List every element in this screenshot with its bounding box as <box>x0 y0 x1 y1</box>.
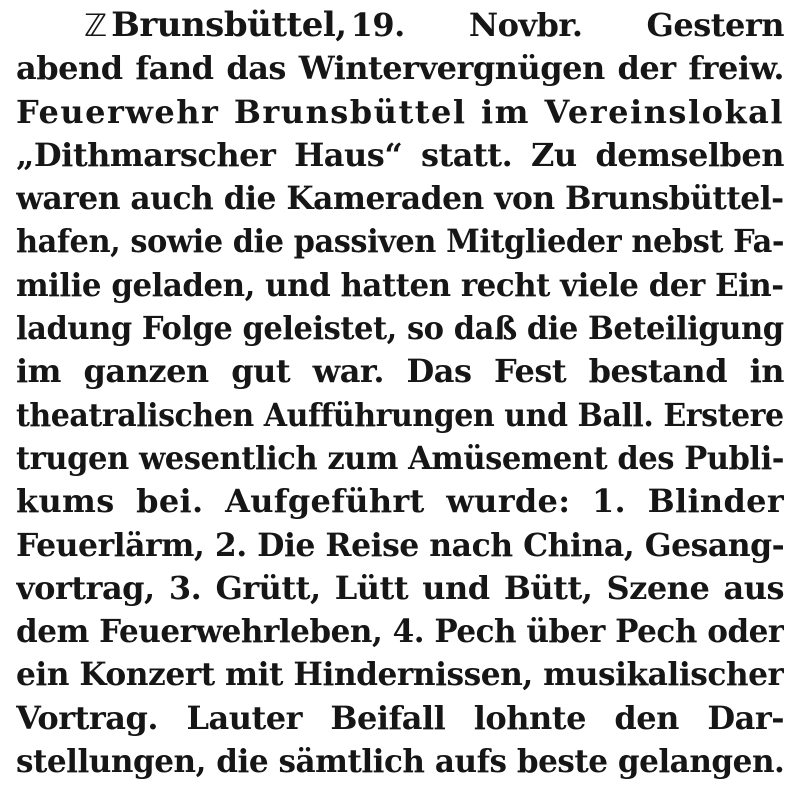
article-line-16: ein Konzert mit Hindernissen, musikalischer <box>16 655 784 694</box>
article-line-13: Feuerlärm, 2. Die Reise nach China, Gesang- <box>16 525 784 564</box>
article-line-15: dem Feuerwehrleben, 4. Pech über Pech oder <box>16 612 784 651</box>
article-line-18: stellungen, die sämtlich aufs beste gelangen. <box>16 742 784 781</box>
dateline-place: Brunsbüttel, <box>111 5 347 45</box>
article-line-10: theatralischen Aufführungen und Ball. Erstere <box>16 395 784 434</box>
article-line-4: „Dithmarscher Haus“ statt. Zu demselben <box>16 135 784 174</box>
article-line-7: milie geladen, und hatten recht viele der Ein- <box>16 265 784 304</box>
newspaper-article <box>16 4 784 799</box>
article-line-17: Vortrag. Lauter Beifall lohnte den Dar- <box>16 698 784 737</box>
article-line-12: kums bei. Aufgeführt wurde: 1. Blinder <box>16 482 784 521</box>
dateline-mark: ℤ <box>84 8 106 44</box>
article-line-6: hafen, sowie die passiven Mitglieder nebst Fa- <box>16 222 784 261</box>
article-line-1 <box>16 4 784 47</box>
article-line-8: ladung Folge geleistet, so daß die Beteiligung <box>16 309 784 348</box>
article-line-5: waren auch die Kameraden von Brunsbüttel- <box>16 179 784 218</box>
article-line-2: abend fand das Wintervergnügen der freiw. <box>16 49 784 88</box>
article-line-14: vortrag, 3. Grütt, Lütt und Bütt, Szene aus <box>16 568 784 607</box>
dateline-date-text: 19. Novbr. Gestern <box>350 6 784 44</box>
article-line-11: trugen wesentlich zum Amüsement des Publi- <box>16 438 784 477</box>
article-line-9: im ganzen gut war. Das Fest bestand in <box>16 352 784 391</box>
article-line-3: Feuerwehr Brunsbüttel im Vereinslokal <box>16 92 784 131</box>
